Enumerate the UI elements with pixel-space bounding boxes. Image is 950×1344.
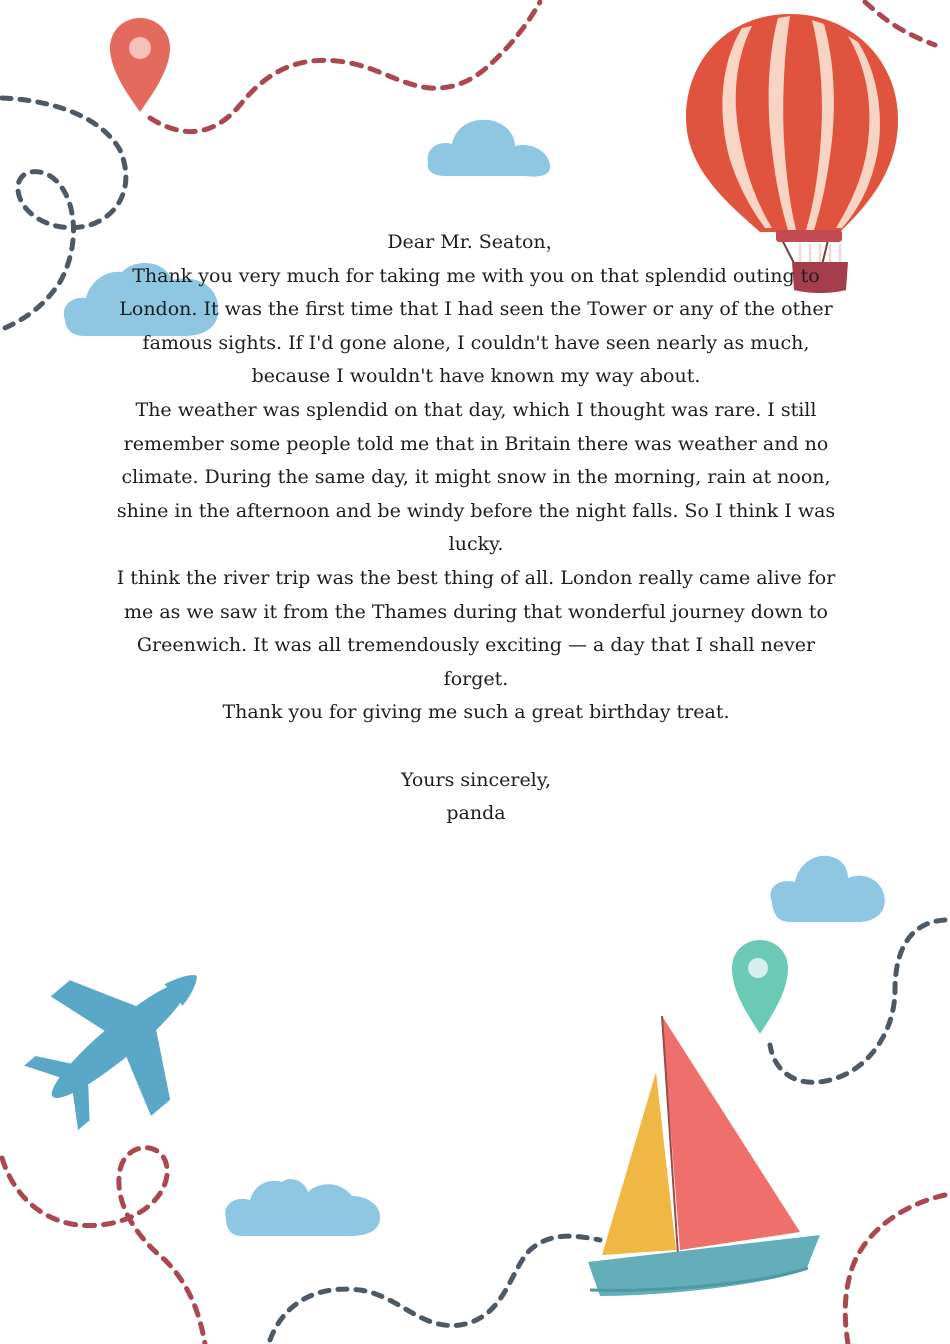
sailboat-icon	[588, 1016, 820, 1296]
dashed-route-top-red	[150, 2, 540, 132]
map-pin-icon	[732, 940, 788, 1034]
signature: panda	[446, 802, 506, 825]
dashed-route-right-gray	[770, 920, 945, 1082]
paragraph-2: The weather was splendid on that day, which I thought was rare. I still remember some people told me that in Britain there was weather and no climate. During the same day, it might snow in the morning, rain at noon, shine in the afternoon and be windy before the night falls. So I think I was lucky.	[116, 398, 836, 556]
salutation: Dear Mr. Seaton，	[387, 231, 565, 253]
dashed-route-top-right	[865, 2, 935, 45]
dashed-route-bottom-gray	[270, 1236, 600, 1340]
airplane-icon	[1, 916, 247, 1158]
letter-body	[115, 226, 837, 831]
paragraph-3: I think the river trip was the best thing of all. London really came alive for me as we saw it from the Thames during that wonderful journey down to Greenwich. It was all tremendously exciting — a day that I shall never forget.	[116, 566, 836, 690]
cloud-icon	[225, 1179, 380, 1236]
paragraph-4: Thank you for giving me such a great birthday treat.	[222, 701, 730, 724]
cloud-icon	[428, 120, 551, 177]
paragraph-1: Thank you very much for taking me with you on that splendid outing to London. It was the first time that I had seen the Tower or any of the other famous sights. If I'd gone alone, I couldn't have seen nearly as much, because I wouldn't have known my way about.	[119, 264, 833, 388]
dashed-route-bottom-right-red	[845, 1195, 945, 1344]
map-pin-icon	[110, 18, 170, 112]
dashed-route-bottom-left-red	[2, 1148, 205, 1344]
cloud-icon	[770, 856, 884, 922]
closing: Yours sincerely,	[400, 768, 552, 791]
spacer	[115, 730, 837, 764]
